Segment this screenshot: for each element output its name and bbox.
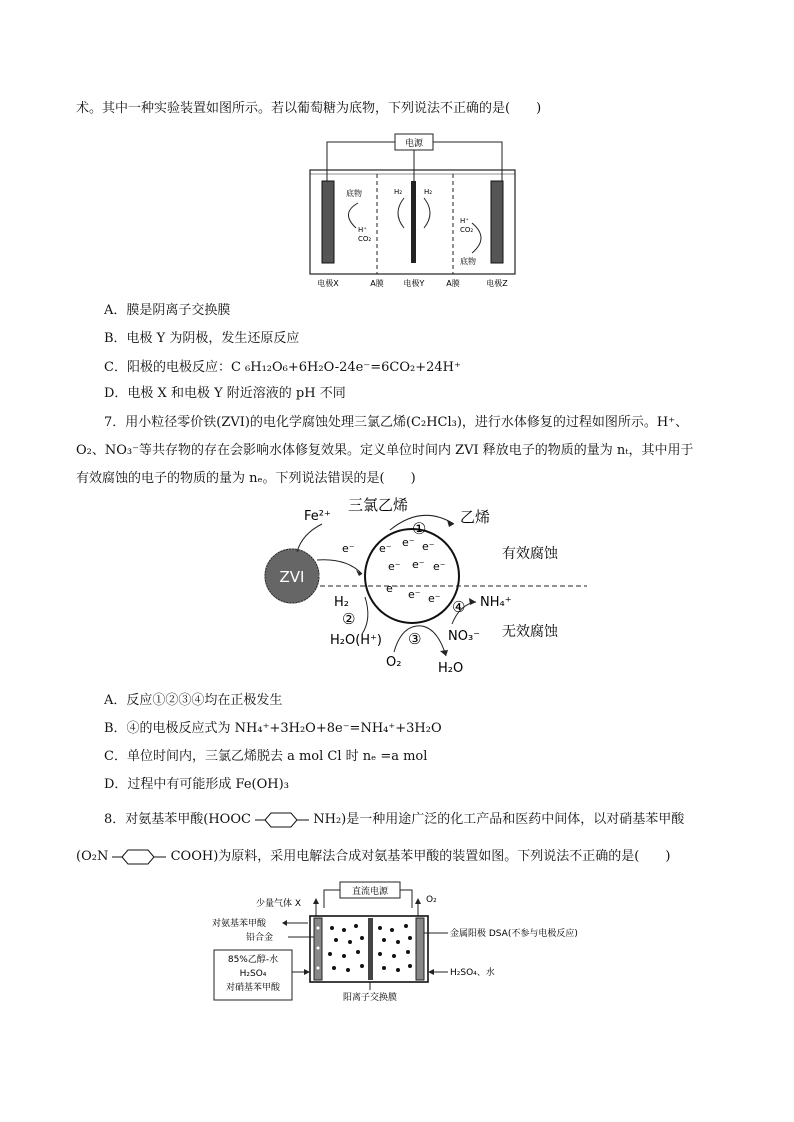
ethylene-label: 乙烯 <box>460 508 491 526</box>
svg-text:H₂: H₂ <box>424 188 433 196</box>
svg-text:直流电源: 直流电源 <box>351 887 389 897</box>
q6-label-membrane-1: A膜 <box>370 279 384 288</box>
step1: ① <box>412 519 427 538</box>
q8-stem-line1: 8．对氨基苯甲酸(HOOC NH₂)是一种用途广泛的化工产品和医药中间体，以对硝基苯甲酸 <box>104 812 685 827</box>
q8-electrolysis-figure <box>212 878 632 1006</box>
svg-text:NH₄⁺: NH₄⁺ <box>480 595 512 610</box>
benzene-ring-icon <box>112 849 166 865</box>
svg-text:e⁻: e⁻ <box>386 582 399 595</box>
svg-text:CO₂: CO₂ <box>358 235 372 243</box>
q7-stem-line1: 7．用小粒径零价铁(ZVI)的电化学腐蚀处理三氯乙烯(C₂HCl₃)，进行水体修复的过程如图所示。H⁺、 <box>104 415 689 430</box>
q7-corrosion-figure <box>262 494 587 684</box>
svg-text:底物: 底物 <box>346 189 362 198</box>
fe2-label: Fe²⁺ <box>304 509 331 524</box>
svg-text:底物: 底物 <box>460 257 476 266</box>
q7-option-a: A．反应①②③④均在正极发生 <box>104 693 283 708</box>
svg-text:H₂SO₄、水: H₂SO₄、水 <box>450 968 495 978</box>
svg-text:e⁻: e⁻ <box>342 542 355 555</box>
svg-text:对硝基苯甲酸: 对硝基苯甲酸 <box>225 983 281 993</box>
q6-label-membrane-2: A膜 <box>446 279 460 288</box>
benzene-ring-icon <box>255 812 309 828</box>
svg-text:H₂O: H₂O <box>438 661 464 676</box>
svg-text:85%乙醇-水: 85%乙醇-水 <box>227 955 279 965</box>
svg-text:H₂SO₄: H₂SO₄ <box>239 969 267 979</box>
q6-option-a: A．膜是阴离子交换膜 <box>104 303 231 318</box>
q8-stem-line2: (O₂N COOH)为原料，采用电解法合成对氨基苯甲酸的装置如图。下列说法不正确的是( ) <box>76 849 671 864</box>
svg-text:ZVI: ZVI <box>279 568 305 586</box>
svg-text:H₂: H₂ <box>334 595 349 610</box>
q6-intro: 术。其中一种实验装置如图所示。若以葡萄糖为底物，下列说法不正确的是( ) <box>76 101 542 116</box>
q6-option-b: B．电极 Y 为阴极，发生还原反应 <box>104 331 300 346</box>
svg-text:NO₃⁻: NO₃⁻ <box>448 629 481 644</box>
effective-label: 有效腐蚀 <box>502 546 558 562</box>
q6-label-y: 电极Y <box>403 279 425 288</box>
step4: ④ <box>452 598 466 616</box>
q6-power-label: 电源 <box>404 139 424 149</box>
svg-text:e⁻: e⁻ <box>428 592 441 605</box>
q7-stem-line3: 有效腐蚀的电子的物质的量为 nₑ。下列说法错误的是( ) <box>76 471 416 486</box>
svg-text:H₂O(H⁺): H₂O(H⁺) <box>330 633 382 648</box>
q6-electrode-x <box>322 181 334 263</box>
q7-option-c: C．单位时间内，三氯乙烯脱去 a mol Cl 时 nₑ =a mol <box>104 749 428 764</box>
q6-electrode-y <box>411 181 416 263</box>
q7-stem-line2: O₂、NO₃⁻等共存物的存在会影响水体修复效果。定义单位时间内 ZVI 释放电子的物质的量为 nₜ，其中用于 <box>76 443 694 458</box>
svg-text:O₂: O₂ <box>426 895 437 905</box>
svg-text:O₂: O₂ <box>386 655 402 670</box>
svg-text:e⁻: e⁻ <box>422 540 435 553</box>
q6-electrolysis-figure <box>300 128 525 293</box>
svg-text:金属阳极 DSA(不参与电极反应): 金属阳极 DSA(不参与电极反应) <box>450 929 578 939</box>
q6-option-c: C．阳极的电极反应：C ₆H₁₂O₆+6H₂O-24e⁻=6CO₂+24H⁺ <box>104 360 461 375</box>
q6-electrode-z <box>491 181 503 263</box>
svg-text:铅合金: 铅合金 <box>246 933 274 943</box>
step2: ② <box>342 610 356 628</box>
svg-text:少量气体 X: 少量气体 X <box>256 899 302 909</box>
q6-label-z: 电极Z <box>486 279 508 288</box>
q6-option-c-formula: ₆H₁₂O₆+6H₂O-24e⁻=6CO₂+24H⁺ <box>245 360 461 375</box>
svg-text:H⁺: H⁺ <box>358 226 367 234</box>
svg-text:对氨基苯甲酸: 对氨基苯甲酸 <box>212 919 267 929</box>
tce-label: 三氯乙烯 <box>348 496 409 514</box>
svg-text:e⁻: e⁻ <box>412 558 425 571</box>
svg-text:H⁺: H⁺ <box>460 217 469 225</box>
svg-text:e⁻: e⁻ <box>388 560 401 573</box>
q7-option-b: B．④的电极反应式为 NH₄⁺+3H₂O+8e⁻=NH₄⁺+3H₂O <box>104 721 442 736</box>
q7-option-d: D．过程中有可能形成 Fe(OH)₃ <box>104 777 289 792</box>
q6-option-d: D．电极 X 和电极 Y 附近溶液的 pH 不同 <box>104 386 346 401</box>
svg-text:e⁻: e⁻ <box>402 536 415 549</box>
svg-text:H₂: H₂ <box>394 188 403 196</box>
svg-text:阳离子交换膜: 阳离子交换膜 <box>342 993 398 1003</box>
svg-text:e⁻: e⁻ <box>433 560 446 573</box>
q6-label-x: 电极X <box>317 279 339 288</box>
ineffective-label: 无效腐蚀 <box>502 624 558 640</box>
svg-text:e⁻: e⁻ <box>379 542 392 555</box>
step3: ③ <box>408 630 422 648</box>
svg-text:CO₂: CO₂ <box>460 226 474 234</box>
svg-text:e⁻: e⁻ <box>408 588 421 601</box>
